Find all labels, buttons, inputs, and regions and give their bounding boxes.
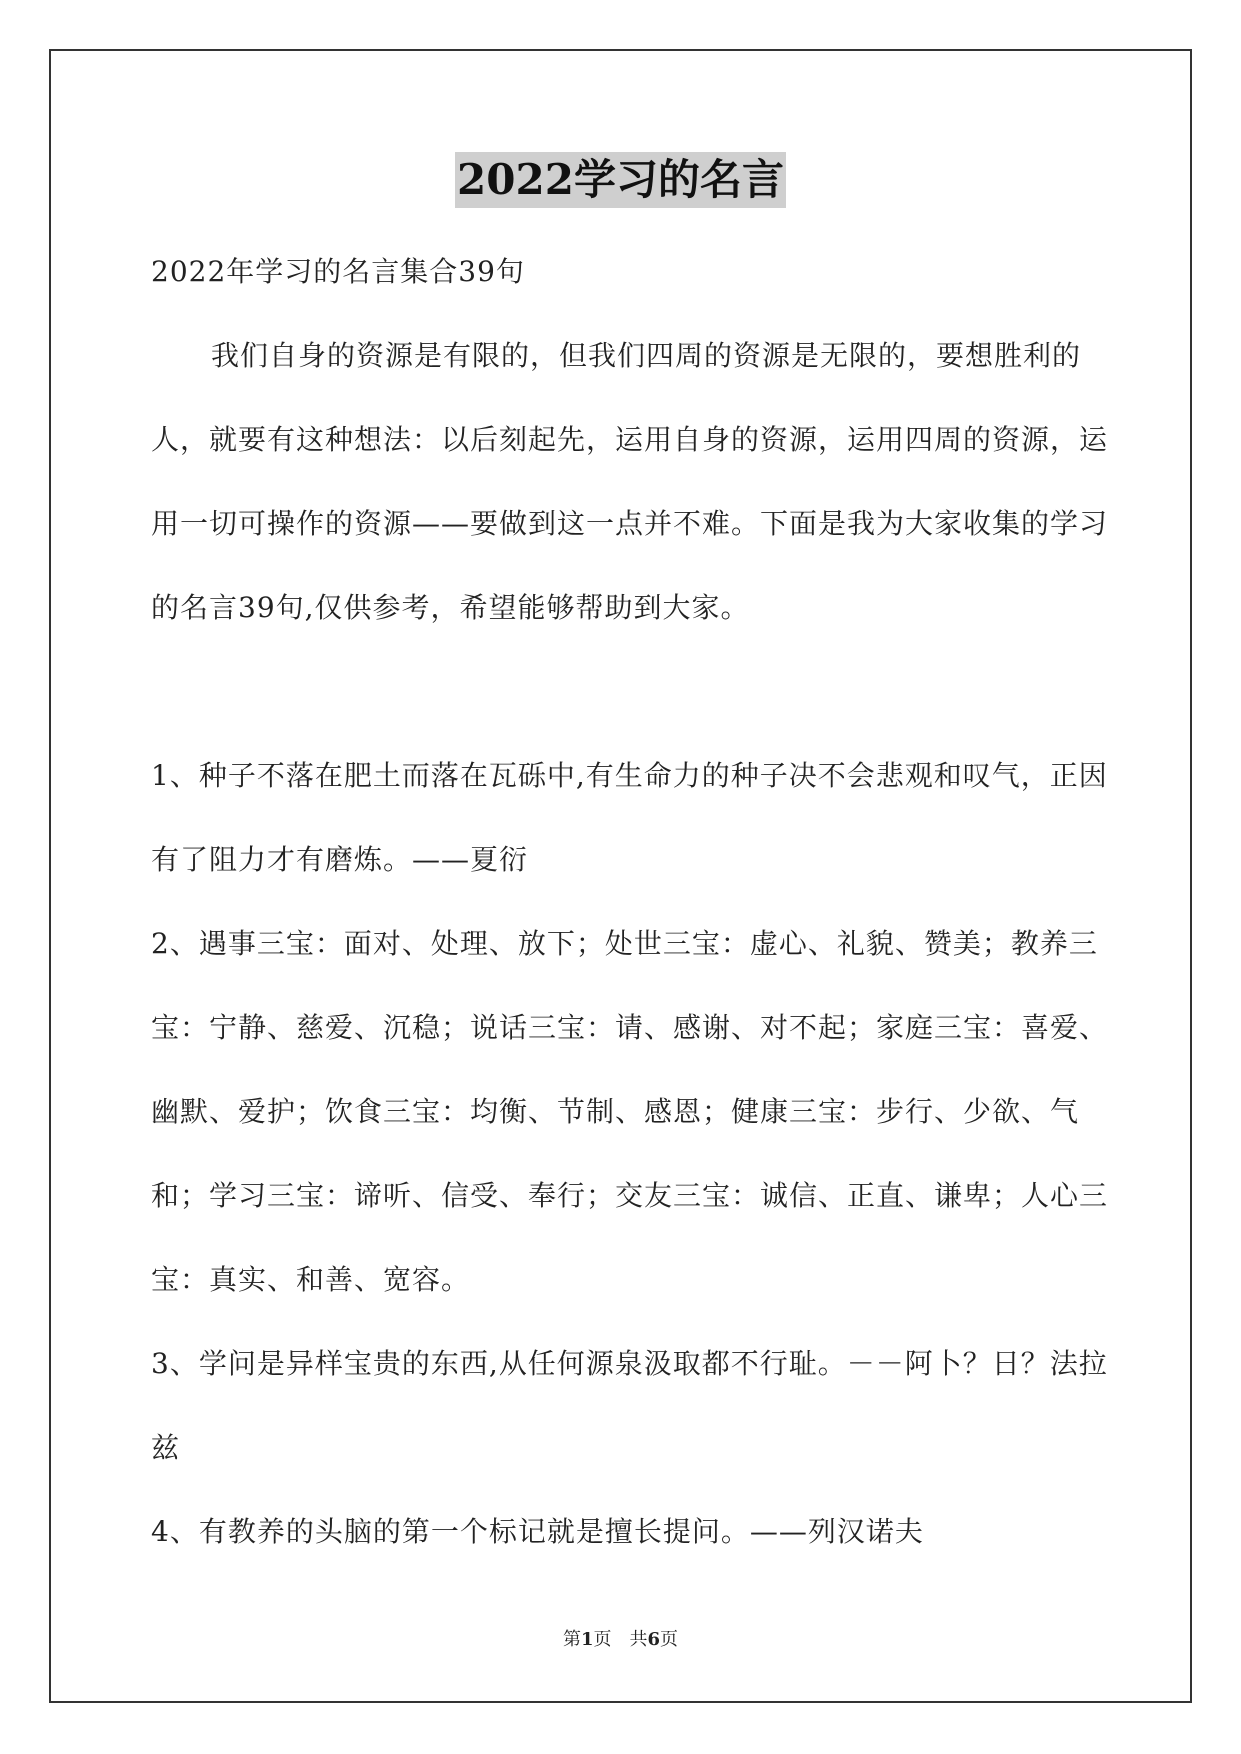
quote-item: 3、学问是异样宝贵的东西,从任何源泉汲取都不行耻。－－阿卜？日？法拉兹 xyxy=(151,1347,1108,1464)
quote-item: 4、有教养的头脑的第一个标记就是擅长提问。——列汉诺夫 xyxy=(151,1515,924,1548)
intro-paragraph: 我们自身的资源是有限的，但我们四周的资源是无限的，要想胜利的人，就要有这种想法：以后刻起先，运用自身的资源，运用四周的资源，运用一切可操作的资源——要做到这一点并不难。下面是我为大家收集的学习的名言39句,仅供参考，希望能够帮助到大家。 xyxy=(151,339,1109,624)
page-total: 6 xyxy=(647,1629,661,1650)
paragraph-spacer xyxy=(151,650,1121,734)
quote-item: 2、遇事三宝：面对、处理、放下；处世三宝：虚心、礼貌、赞美；教养三宝：宁静、慈爱、沉稳；说话三宝：请、感谢、对不起；家庭三宝：喜爱、幽默、爱护；饮食三宝：均衡、节制、感恩；健康三宝：步行、少欲、气和；学习三宝：谛听、信受、奉行；交友三宝：诚信、正直、谦卑；人心三宝：真实、和善、宽容。 xyxy=(151,927,1109,1296)
document-body xyxy=(151,230,1121,1574)
page-footer xyxy=(0,1625,1241,1651)
title-container xyxy=(0,152,1241,208)
document-subtitle: 2022年学习的名言集合39句 xyxy=(151,255,525,288)
page-prefix: 第 xyxy=(562,1629,581,1650)
quote-item: 1、种子不落在肥土而落在瓦砾中,有生命力的种子决不会悲观和叹气，正因有了阻力才有磨炼。——夏衍 xyxy=(151,759,1108,876)
page-mid: 页 共 xyxy=(593,1629,648,1650)
page-current: 1 xyxy=(580,1629,594,1650)
page-suffix: 页 xyxy=(660,1629,679,1650)
document-title: 2022学习的名言 xyxy=(455,152,786,208)
